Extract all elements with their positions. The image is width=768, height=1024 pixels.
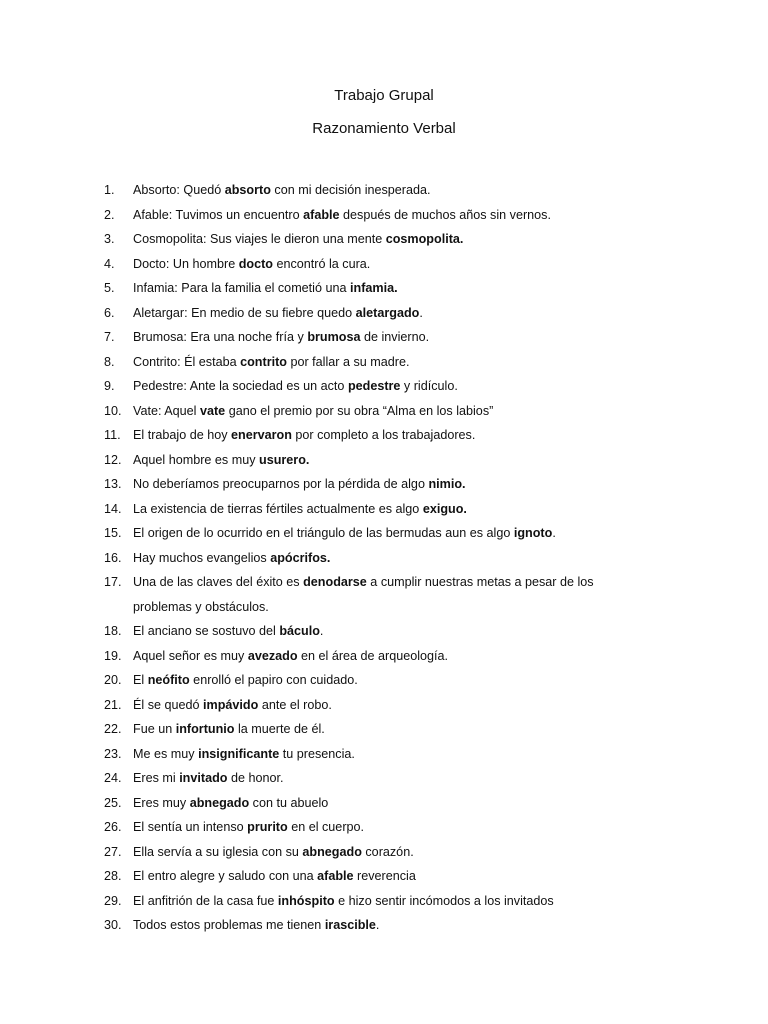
sentence-fragment: Vate: Aquel (133, 403, 200, 418)
list-item (104, 864, 624, 889)
list-item-number: 29. (104, 893, 122, 908)
vocabulary-word: abnegado (189, 795, 250, 810)
vocabulary-word: nimio. (428, 477, 466, 491)
sentence-fragment: Una de las claves del éxito es (133, 575, 304, 589)
vocabulary-word: neófito (147, 673, 190, 687)
list-item-text (133, 742, 624, 767)
list-item (104, 766, 624, 791)
list-item-number: 20. (104, 673, 122, 687)
sentence-fragment: Infamia: Para la familia el cometió una (133, 281, 350, 295)
list-item-text (133, 644, 624, 669)
list-item (104, 276, 624, 301)
sentence-fragment: tu presencia. (279, 746, 355, 761)
vocabulary-word: vate (199, 403, 226, 418)
sentence-fragment: El entro alegre y saludo con una (133, 869, 318, 883)
sentence-fragment: enrolló el papiro con cuidado. (189, 673, 358, 687)
sentence-fragment: encontró la cura. (272, 256, 371, 271)
list-item-number: 17. (104, 575, 122, 589)
vocabulary-word: cosmopolita. (385, 232, 464, 246)
sentence-fragment: Aquel señor es muy (133, 648, 248, 663)
sentence-fragment: Todos estos problemas me tienen (133, 918, 325, 932)
vocabulary-word: absorto (224, 183, 271, 197)
list-item-text (133, 717, 624, 742)
sentence-fragment: Aletargar: En medio de su fiebre quedo (133, 305, 356, 320)
list-item-number: 24. (104, 771, 122, 785)
list-item-number: 6. (104, 305, 115, 320)
sentence-fragment: de invierno. (360, 330, 430, 344)
vocabulary-word: infamia. (350, 281, 398, 295)
vocabulary-word: apócrifos. (270, 550, 331, 565)
sentence-fragment: corazón. (361, 844, 414, 859)
list-item (104, 301, 624, 326)
sentence-fragment: Aquel hombre es muy (133, 452, 259, 467)
list-item-text (133, 693, 624, 718)
sentence-fragment: No deberíamos preocuparnos por la pérdida de algo (133, 477, 429, 491)
list-item-number: 14. (104, 501, 122, 516)
list-item-text (133, 178, 624, 203)
sentence-fragment: y ridículo. (400, 379, 458, 393)
sentence-fragment: El origen de lo ocurrido en el triángulo de las bermudas aun es algo (133, 526, 514, 540)
vocabulary-word: usurero. (259, 452, 310, 467)
list-item (104, 203, 624, 228)
list-item-text (133, 252, 624, 277)
vocabulary-word: afable (317, 869, 354, 883)
list-item (104, 913, 624, 938)
list-item (104, 644, 624, 669)
sentence-fragment: por completo a los trabajadores. (291, 428, 476, 442)
list-item-number: 19. (104, 648, 122, 663)
vocabulary-word: exiguo. (422, 501, 467, 516)
list-item (104, 399, 624, 424)
sentence-fragment: Él se quedó (133, 697, 204, 712)
list-item (104, 350, 624, 375)
sentence-fragment: e hizo sentir incómodos a los invitados (334, 893, 554, 908)
list-item-text (133, 301, 624, 326)
document-title: Trabajo Grupal (334, 87, 434, 104)
list-item-text (133, 913, 624, 938)
sentence-fragment: después de muchos años sin vernos. (339, 207, 551, 222)
list-item (104, 497, 624, 522)
list-item-text (133, 276, 624, 301)
list-item-number: 30. (104, 918, 122, 932)
list-item-text (133, 840, 624, 865)
list-item (104, 374, 624, 399)
vocabulary-word: prurito (247, 820, 288, 834)
list-item-text (133, 448, 624, 473)
list-item (104, 570, 624, 619)
vocabulary-word: infortunio (175, 722, 235, 736)
list-item-number: 26. (104, 820, 122, 834)
sentence-fragment: de honor. (227, 771, 284, 785)
list-item (104, 472, 624, 497)
list-item-number: 16. (104, 550, 122, 565)
list-item-number: 15. (104, 526, 122, 540)
vocabulary-word: ignoto (513, 526, 553, 540)
sentence-fragment: El trabajo de hoy (133, 428, 232, 442)
vocabulary-word: invitado (179, 771, 228, 785)
sentence-fragment: en el área de arqueología. (297, 648, 449, 663)
document-subtitle: Razonamiento Verbal (312, 120, 456, 137)
sentence-fragment: a cumplir nuestras metas a pesar de los problemas y obstáculos. (133, 575, 594, 614)
list-item-number: 5. (104, 281, 115, 295)
list-item-text (133, 350, 624, 375)
vocabulary-word: brumosa (307, 330, 361, 344)
vocabulary-word: docto (238, 256, 273, 271)
list-item (104, 668, 624, 693)
list-item-number: 1. (104, 183, 115, 197)
list-item-text (133, 227, 624, 252)
sentence-fragment: Afable: Tuvimos un encuentro (133, 207, 304, 222)
list-item-number: 28. (104, 869, 122, 883)
sentence-fragment: Brumosa: Era una noche fría y (133, 330, 308, 344)
vocabulary-word: abnegado (302, 844, 362, 859)
vocabulary-word: irascible (324, 918, 376, 932)
list-item-text (133, 521, 624, 546)
sentence-fragment: ante el robo. (258, 697, 332, 712)
list-item-number: 9. (104, 379, 115, 393)
vocabulary-word: pedestre (347, 379, 401, 393)
list-item-text (133, 815, 624, 840)
sentence-fragment: El (133, 673, 148, 687)
list-item (104, 815, 624, 840)
list-item (104, 840, 624, 865)
sentence-fragment: la muerte de él. (234, 722, 325, 736)
list-item-text (133, 325, 624, 350)
list-item-number: 4. (104, 256, 115, 271)
list-item-text (133, 497, 624, 522)
vocabulary-word: báculo (279, 624, 320, 638)
sentence-fragment: con tu abuelo (249, 795, 329, 810)
sentence-fragment: . (375, 918, 380, 932)
list-item-number: 3. (104, 232, 115, 246)
list-item-text (133, 423, 624, 448)
sentence-fragment: en el cuerpo. (287, 820, 365, 834)
sentence-fragment: El anfitrión de la casa fue (133, 893, 278, 908)
list-item (104, 889, 624, 914)
sentence-fragment: reverencia (353, 869, 416, 883)
list-item-number: 22. (104, 722, 122, 736)
list-item-number: 21. (104, 697, 122, 712)
list-item (104, 325, 624, 350)
list-item-number: 23. (104, 746, 122, 761)
sentence-fragment: Hay muchos evangelios (133, 550, 271, 565)
list-item-number: 12. (104, 452, 122, 467)
list-item-number: 2. (104, 207, 115, 222)
numbered-list (104, 178, 624, 938)
list-item (104, 521, 624, 546)
vocabulary-word: insignificante (198, 746, 280, 761)
vocabulary-word: impávido (203, 697, 259, 712)
list-item-text (133, 864, 624, 889)
sentence-fragment: El sentía un intenso (133, 820, 248, 834)
list-item (104, 546, 624, 571)
sentence-fragment: Me es muy (133, 746, 199, 761)
list-item (104, 717, 624, 742)
list-item-text (133, 791, 624, 816)
list-item-number: 11. (104, 428, 121, 442)
sentence-fragment: . (319, 624, 324, 638)
list-item-text (133, 668, 624, 693)
list-item-text (133, 546, 624, 571)
list-item-text (133, 570, 624, 619)
list-item-number: 18. (104, 624, 122, 638)
sentence-fragment: Absorto: Quedó (133, 183, 225, 197)
sentence-fragment: Eres mi (133, 771, 180, 785)
list-item-text (133, 399, 624, 424)
list-item (104, 423, 624, 448)
sentence-fragment: Fue un (133, 722, 176, 736)
list-item-text (133, 766, 624, 791)
vocabulary-word: enervaron (231, 428, 292, 442)
list-item-text (133, 374, 624, 399)
vocabulary-word: avezado (247, 648, 298, 663)
list-item-text (133, 472, 624, 497)
vocabulary-word: afable (303, 207, 340, 222)
sentence-fragment: Contrito: Él estaba (133, 354, 241, 369)
list-item-number: 13. (104, 477, 122, 491)
list-item-number: 8. (104, 354, 115, 369)
sentence-fragment: por fallar a su madre. (286, 354, 410, 369)
list-item (104, 448, 624, 473)
list-item-number: 27. (104, 844, 122, 859)
sentence-fragment: . (552, 526, 556, 540)
list-item (104, 742, 624, 767)
sentence-fragment: gano el premio por su obra “Alma en los labios” (225, 403, 494, 418)
list-item (104, 227, 624, 252)
sentence-fragment: Docto: Un hombre (133, 256, 239, 271)
sentence-fragment: La existencia de tierras fértiles actualmente es algo (133, 501, 423, 516)
vocabulary-word: inhóspito (277, 893, 335, 908)
sentence-fragment: . (419, 305, 423, 320)
list-item-number: 10. (104, 403, 122, 418)
list-item (104, 178, 624, 203)
list-item-text (133, 889, 624, 914)
sentence-fragment: Ella servía a su iglesia con su (133, 844, 303, 859)
list-item (104, 693, 624, 718)
sentence-fragment: con mi decisión inesperada. (270, 183, 431, 197)
list-item (104, 791, 624, 816)
sentence-fragment: Pedestre: Ante la sociedad es un acto (133, 379, 348, 393)
vocabulary-word: aletargado (355, 305, 420, 320)
list-item (104, 619, 624, 644)
list-item-text (133, 203, 624, 228)
sentence-fragment: Eres muy (133, 795, 190, 810)
vocabulary-word: contrito (240, 354, 287, 369)
list-item-number: 25. (104, 795, 122, 810)
sentence-fragment: El anciano se sostuvo del (133, 624, 280, 638)
list-item (104, 252, 624, 277)
vocabulary-word: denodarse (303, 575, 367, 589)
sentence-fragment: Cosmopolita: Sus viajes le dieron una mente (133, 232, 386, 246)
list-item-number: 7. (104, 330, 115, 344)
list-item-text (133, 619, 624, 644)
